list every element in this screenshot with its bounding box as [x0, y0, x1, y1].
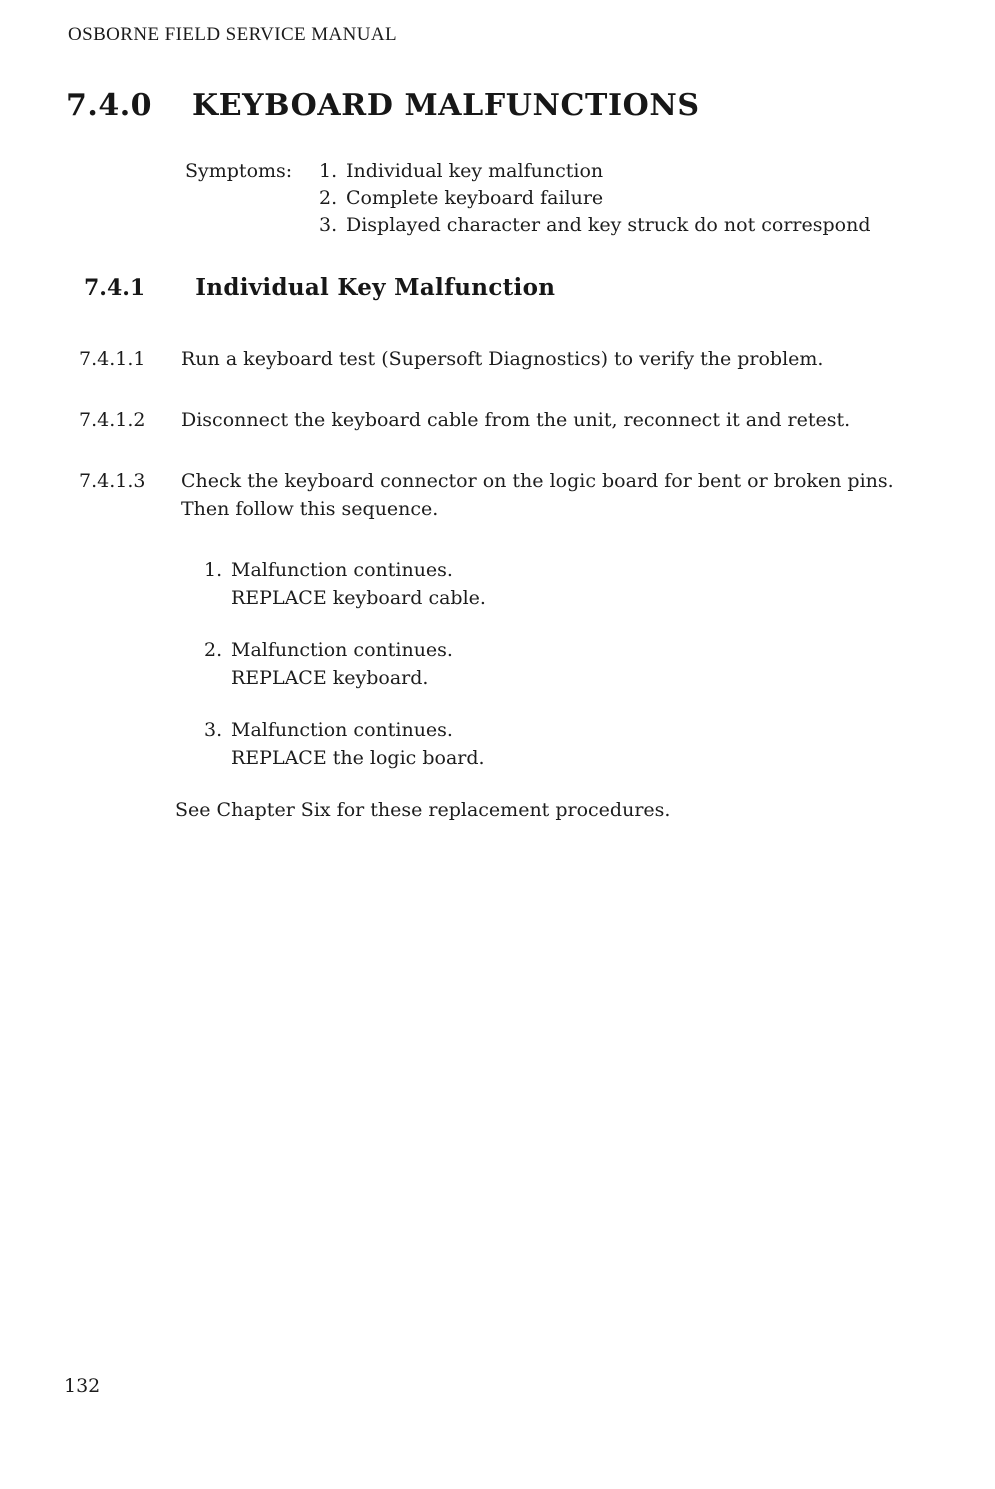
list-item	[319, 185, 945, 212]
sequence-line: Malfunction continues.	[231, 559, 453, 581]
running-head: OSBORNE FIELD SERVICE MANUAL	[68, 24, 397, 45]
sequence-number: 2.	[204, 639, 223, 661]
step-item	[79, 345, 949, 373]
list-item	[204, 556, 949, 612]
step-number: 7.4.1.1	[79, 348, 146, 370]
step-text: Run a keyboard test (Supersoft Diagnostics) to verify the problem.	[181, 348, 824, 370]
symptoms-block	[185, 158, 945, 239]
closing-note: See Chapter Six for these replacement procedures.	[175, 799, 671, 821]
step-text-line: Then follow this sequence.	[181, 498, 439, 520]
step-item	[79, 406, 949, 434]
step-number: 7.4.1.3	[79, 470, 146, 492]
step-number: 7.4.1.2	[79, 409, 146, 431]
symptoms-label: Symptoms:	[185, 160, 293, 182]
sequence-line: Malfunction continues.	[231, 719, 453, 741]
steps-list	[79, 345, 949, 824]
symptom-number: 1.	[319, 160, 338, 182]
sequence-number: 1.	[204, 559, 223, 581]
section-number: 7.4.0	[66, 88, 153, 123]
page-number: 132	[64, 1375, 101, 1397]
step-text	[181, 467, 949, 523]
sequence-number: 3.	[204, 719, 223, 741]
step-text: Disconnect the keyboard cable from the unit, reconnect it and retest.	[181, 409, 851, 431]
sequence-list	[204, 556, 949, 772]
list-item	[319, 212, 945, 239]
sequence-line: REPLACE the logic board.	[231, 747, 485, 769]
list-item	[204, 716, 949, 772]
subsection-title: Individual Key Malfunction	[195, 274, 556, 301]
sequence-line: Malfunction continues.	[231, 639, 453, 661]
symptom-text: Displayed character and key struck do not correspond	[346, 214, 871, 236]
step-text-line: Check the keyboard connector on the logic board for bent or broken pins.	[181, 470, 894, 492]
symptom-number: 3.	[319, 214, 338, 236]
section-title: KEYBOARD MALFUNCTIONS	[192, 88, 700, 123]
sequence-text	[231, 716, 485, 772]
subsection-heading	[84, 274, 555, 301]
symptom-text: Individual key malfunction	[346, 160, 604, 182]
section-heading	[66, 88, 926, 123]
sequence-text	[231, 636, 453, 692]
sequence-line: REPLACE keyboard.	[231, 667, 429, 689]
list-item	[319, 158, 945, 185]
sequence-text	[231, 556, 486, 612]
list-item	[204, 636, 949, 692]
sequence-line: REPLACE keyboard cable.	[231, 587, 486, 609]
symptom-number: 2.	[319, 187, 338, 209]
symptom-text: Complete keyboard failure	[346, 187, 604, 209]
symptoms-list	[319, 158, 945, 239]
step-item	[79, 467, 949, 523]
subsection-number: 7.4.1	[84, 275, 146, 301]
